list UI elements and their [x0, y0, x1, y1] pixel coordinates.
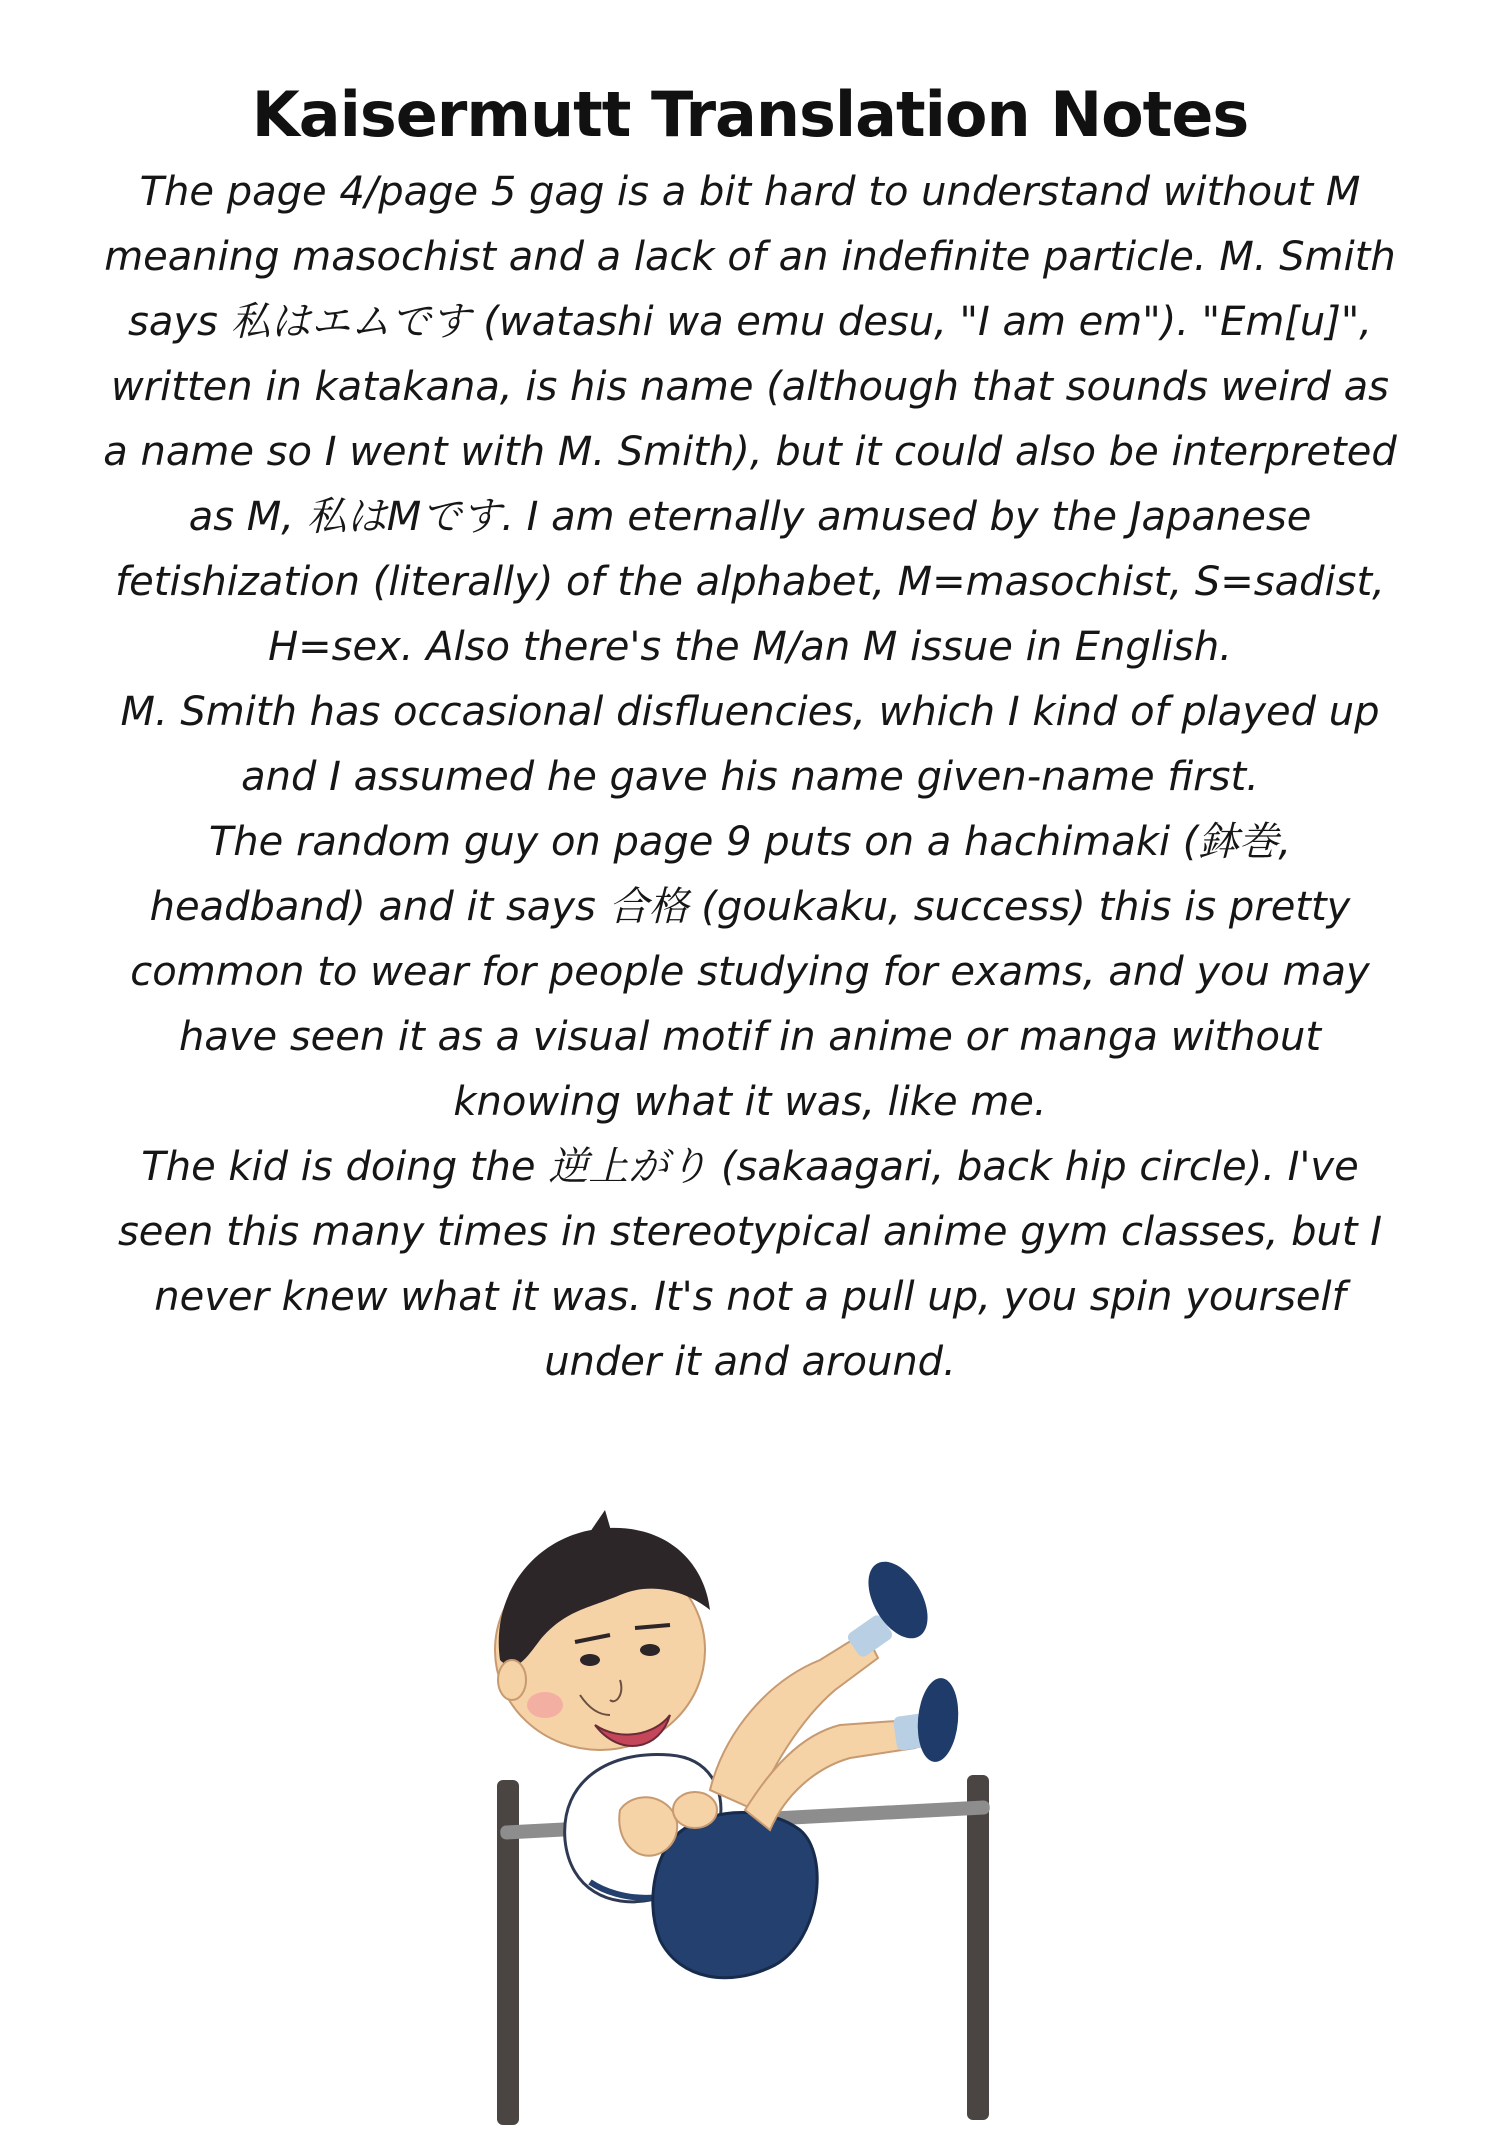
- notes-body: [100, 160, 1400, 1395]
- note-paragraph-hachimaki: The random guy on page 9 puts on a hachimaki (鉢巻, headband) and it says 合格 (goukaku, success) this is pretty common to wear for people studying for exams, and you may have seen it as a visual motif in anime or manga without knowing what it was, like me.: [130, 819, 1370, 1125]
- note-paragraph-disfluencies: M. Smith has occasional disfluencies, which I kind of played up and I assumed he gave his name given-name first.: [120, 689, 1380, 800]
- sakaagari-kid-illustration: [470, 1510, 1050, 2125]
- kid-cheek: [527, 1692, 563, 1718]
- kid-hair-tuft: [590, 1510, 612, 1534]
- kid-eye-left: [580, 1654, 600, 1666]
- note-paragraph-sakaagari: The kid is doing the 逆上がり (sakaagari, back hip circle). I've seen this many times in stereotypical anime gym classes, but I never knew what it was. It's not a pull up, you spin yourself under it and around.: [117, 1144, 1383, 1385]
- note-paragraph-mu-gag: The page 4/page 5 gag is a bit hard to understand without M meaning masochist and a lack of an indefinite particle. M. Smith says 私はエムです (watashi wa emu desu, "I am em"). "Em[u]", written in katakana, is his name (although that sounds weird as a name so I went with M. Smith), but it could also be interpreted as M, 私はMです. I am eternally amused by the Japanese fetishization (literally) of the alphabet, M=masochist, S=sadist, H=sex. Also there's the M/an M issue in English.: [103, 169, 1397, 670]
- kid-hand: [673, 1792, 717, 1828]
- kid-ear: [498, 1660, 526, 1700]
- bar-right-post: [967, 1775, 989, 2120]
- page-title: Kaisermutt Translation Notes: [251, 78, 1249, 151]
- kid-shorts: [653, 1813, 817, 1978]
- kid-shoe-lower: [914, 1676, 961, 1763]
- kid-eye-right: [640, 1644, 660, 1656]
